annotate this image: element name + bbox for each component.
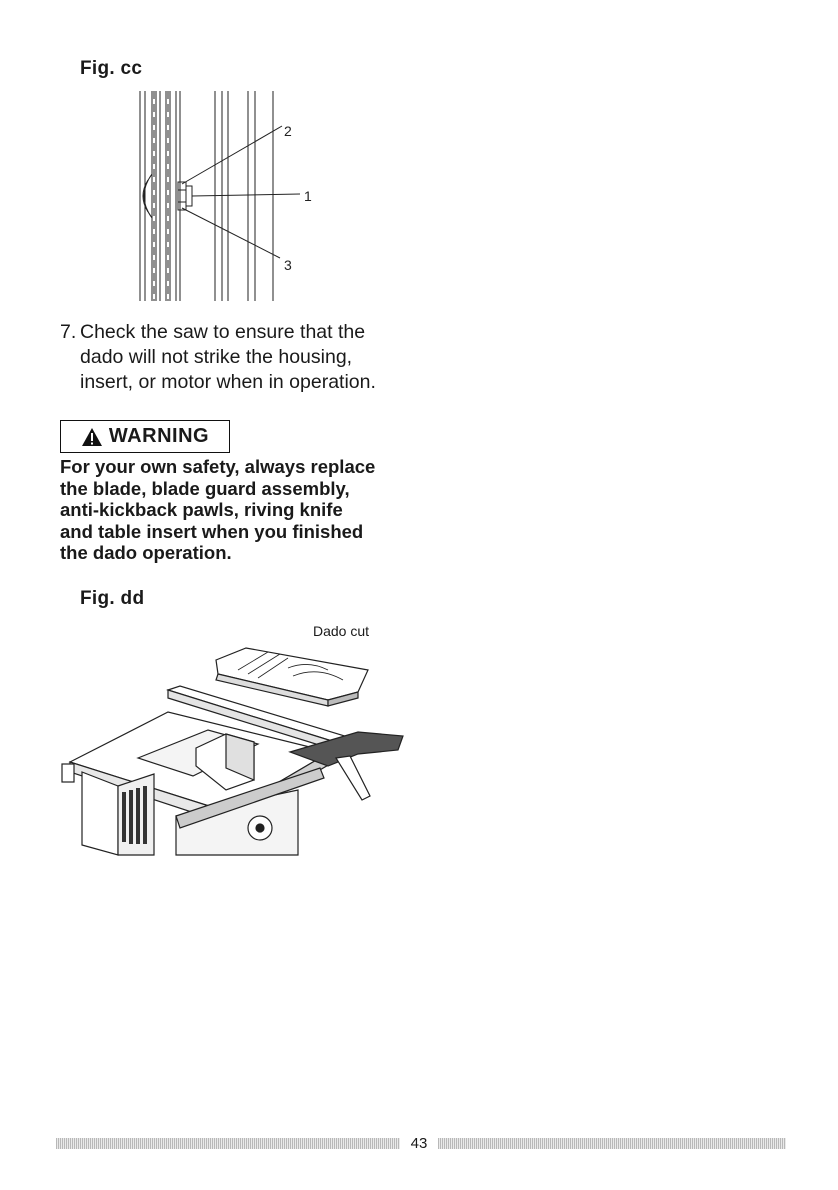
fig-dd-table-saw-illustration: [58, 640, 418, 860]
callout-3: 3: [284, 257, 292, 273]
warning-line: anti-kickback pawls, riving knife: [60, 499, 343, 520]
warning-line: For your own safety, always replace: [60, 456, 376, 477]
step-7: [60, 320, 420, 395]
callout-1: 1: [304, 188, 312, 204]
step-number: 7.: [60, 321, 77, 343]
warning-line: the dado operation.: [60, 542, 232, 563]
warning-line: the blade, blade guard assembly,: [60, 477, 350, 499]
dado-cut-callout: Dado cut: [313, 623, 370, 639]
page-number: 43: [410, 1135, 428, 1152]
page-footer: [56, 1135, 786, 1153]
warning-line: and table insert when you finished: [60, 520, 364, 542]
step-line: Check the saw to ensure that the: [80, 321, 366, 343]
fig-cc-illustration: [120, 86, 340, 306]
warning-triangle-icon: [81, 427, 103, 447]
footer-rule-left: [56, 1138, 400, 1149]
warning-text: [60, 456, 420, 564]
warning-badge: [60, 420, 230, 453]
fig-cc-label: Fig. cc: [80, 58, 143, 79]
warning-label: WARNING: [108, 425, 210, 447]
footer-rule-right: [438, 1138, 786, 1149]
step-line: dado will not strike the housing,: [80, 346, 353, 368]
callout-2: 2: [284, 123, 292, 139]
fig-dd-label: Fig. dd: [80, 588, 145, 609]
step-line: insert, or motor when in operation.: [80, 371, 376, 393]
